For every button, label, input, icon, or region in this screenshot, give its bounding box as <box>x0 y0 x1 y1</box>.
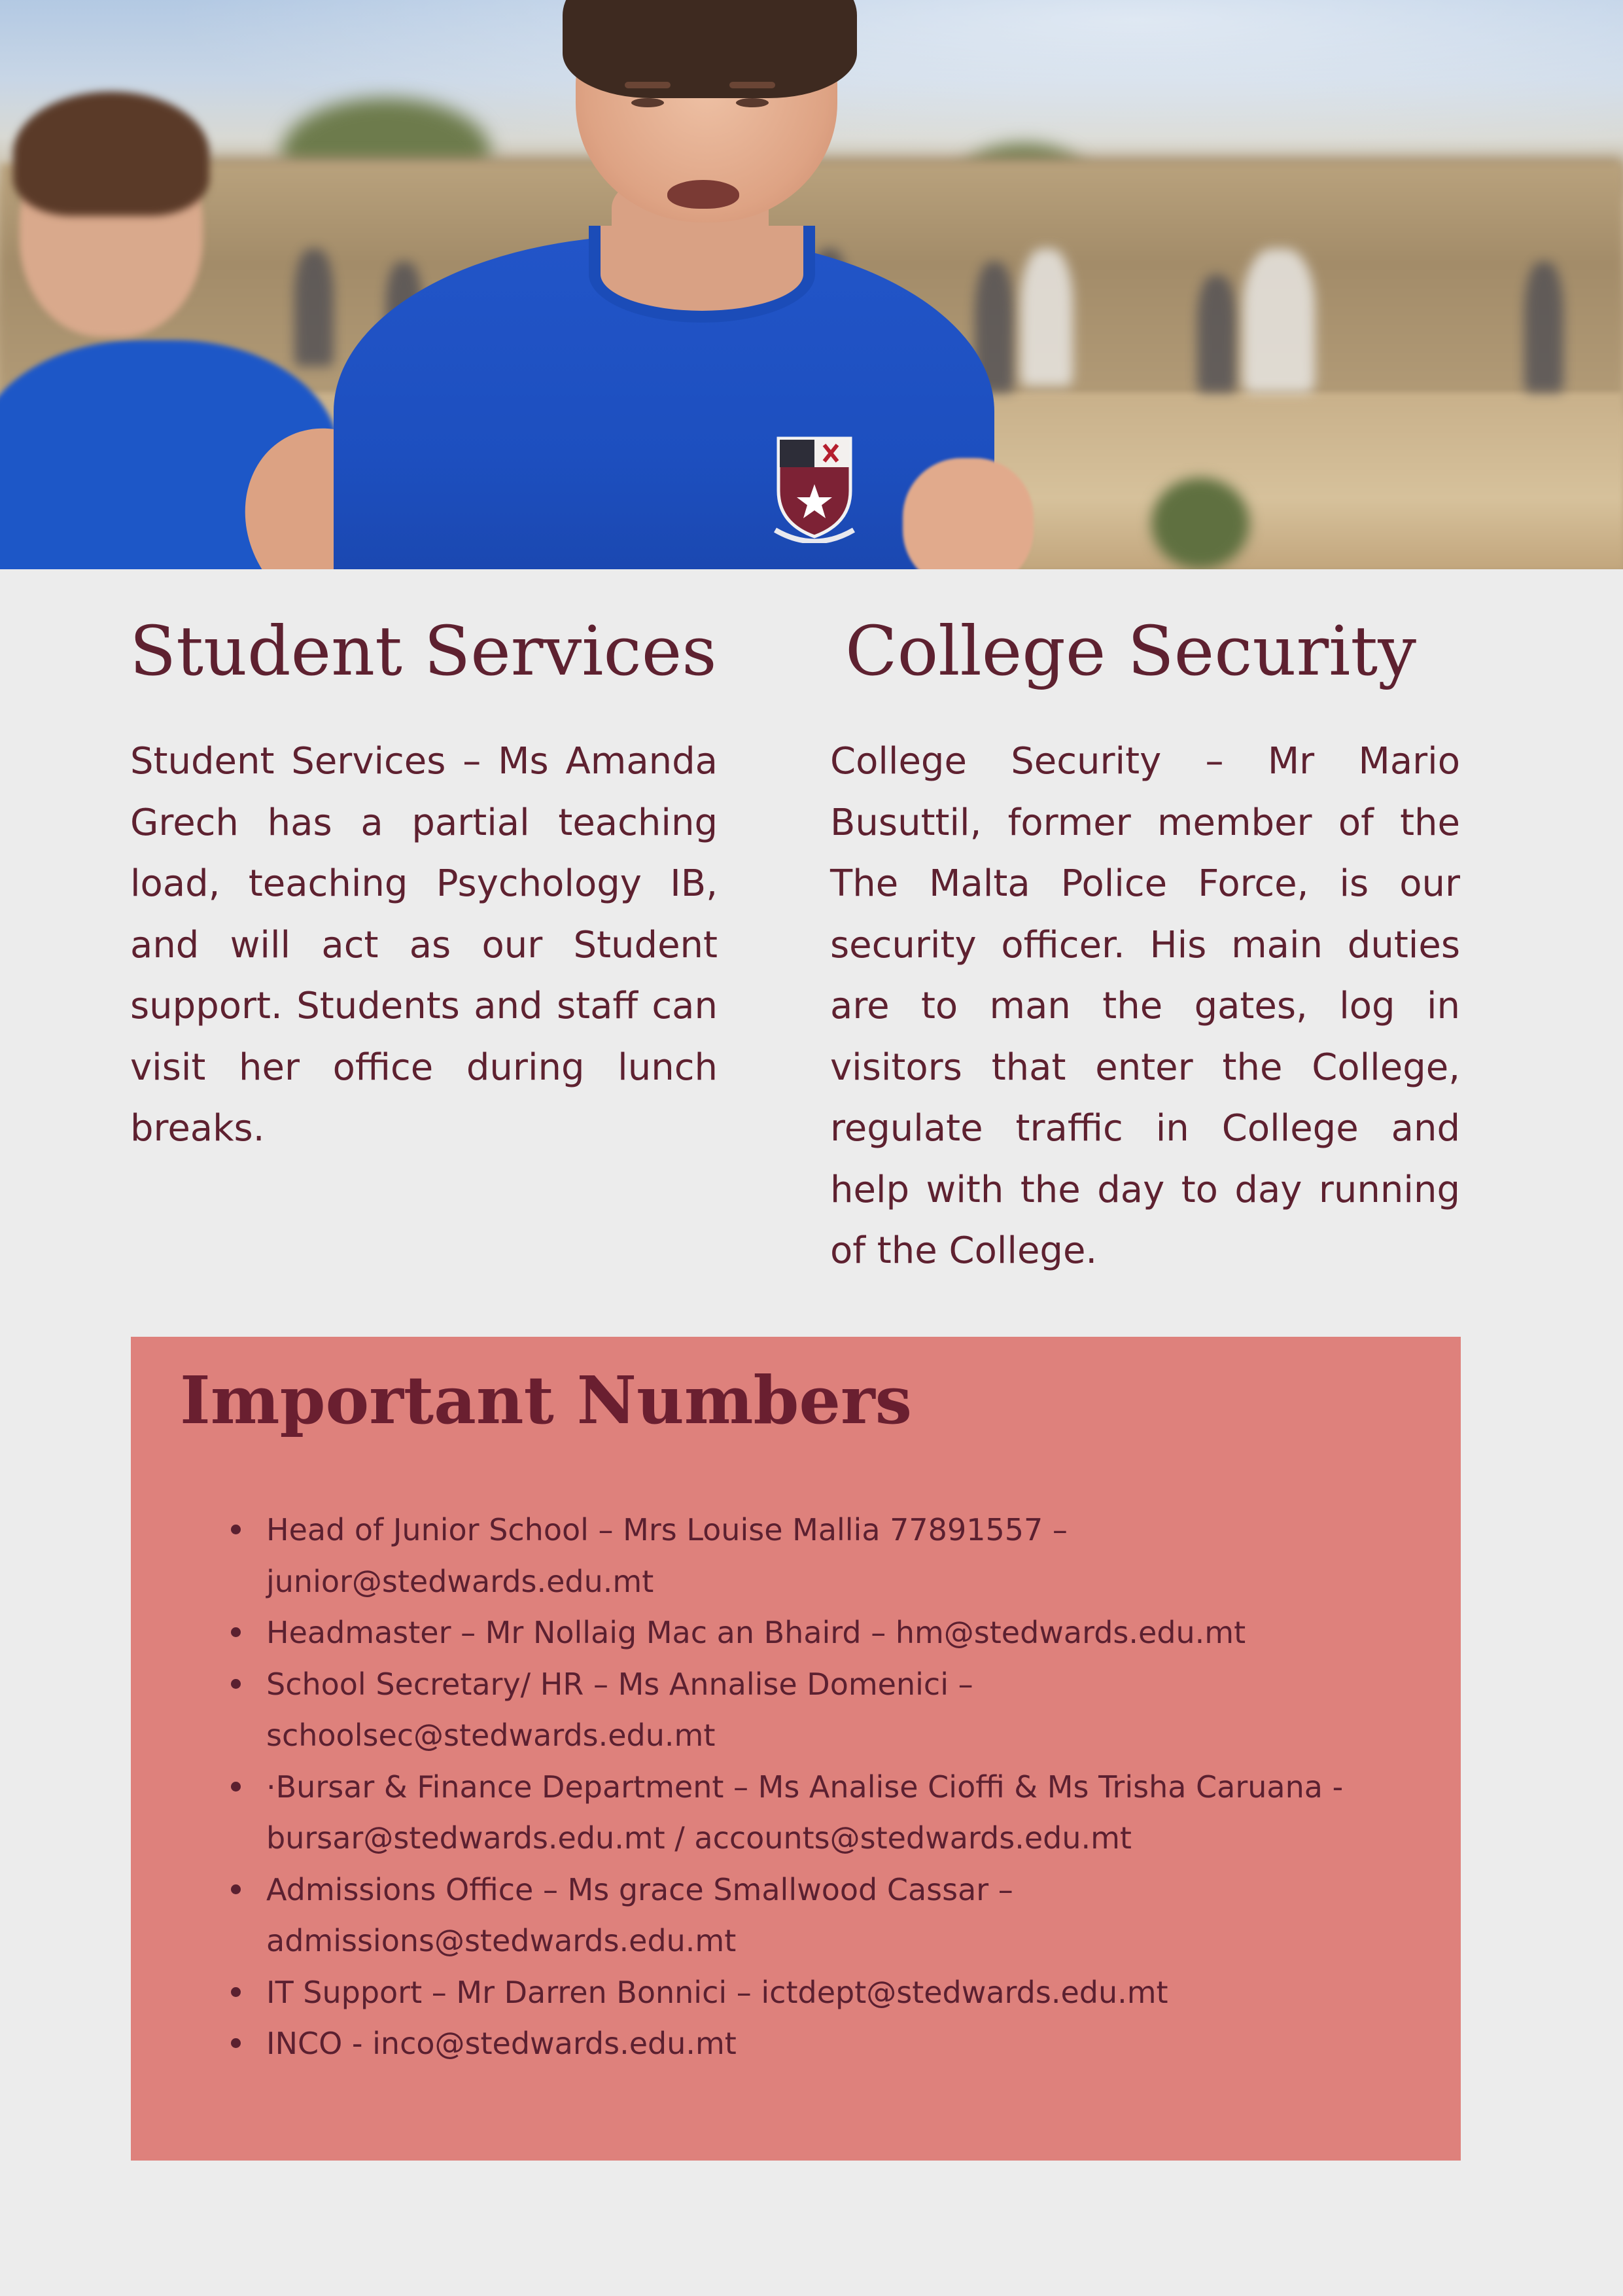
contact-text: Admissions Office – Ms grace Smallwood Cassar – admissions@stedwards.edu.mt <box>266 1871 1013 1958</box>
runner-hand <box>903 458 1034 569</box>
spectator <box>1021 249 1073 386</box>
bullet-icon <box>231 1627 241 1637</box>
bush <box>1151 478 1249 569</box>
list-item <box>266 1607 1431 1659</box>
list-item <box>266 1761 1431 1864</box>
list-item <box>266 2018 1431 2070</box>
bullet-icon <box>231 2038 241 2048</box>
contact-text: INCO - inco@stedwards.edu.mt <box>266 2026 737 2061</box>
runner-brow <box>729 82 775 88</box>
bullet-icon <box>231 1987 241 1997</box>
spectator <box>1243 249 1315 393</box>
runner-eye <box>631 98 664 107</box>
contact-text: School Secretary/ HR – Ms Annalise Domenici – schoolsec@stedwards.edu.mt <box>266 1666 973 1753</box>
list-item <box>266 1659 1431 1761</box>
spectator <box>294 249 334 366</box>
runner-brow <box>625 82 671 88</box>
bullet-icon <box>231 1884 241 1894</box>
list-item <box>266 1504 1431 1607</box>
runner-mouth <box>667 180 739 209</box>
runner-hair <box>563 0 857 98</box>
important-numbers-list <box>266 1504 1431 2070</box>
runner-left-hair <box>13 92 209 216</box>
spectator <box>1197 275 1236 393</box>
contact-text: Head of Junior School – Mrs Louise Mallia 77891557 – junior@stedwards.edu.mt <box>266 1512 1068 1599</box>
list-item <box>266 1967 1431 2019</box>
bullet-icon <box>231 1782 241 1792</box>
contact-text: ·Bursar & Finance Department – Ms Analise Cioffi & Ms Trisha Caruana -bursar@stedwards.edu.mt / accounts@stedwards.edu.mt <box>266 1769 1344 1856</box>
contact-text: IT Support – Mr Darren Bonnici – ictdept@stedwards.edu.mt <box>266 1974 1168 2010</box>
college-security-title: College Security <box>845 611 1416 691</box>
school-crest-icon <box>772 432 857 543</box>
student-services-body: Student Services – Ms Amanda Grech has a partial teaching load, teaching Psychology IB, and will act as our Student support. Students and staff can visit her office during lunch breaks. <box>130 740 718 1150</box>
list-item <box>266 1864 1431 1967</box>
bullet-icon <box>231 1679 241 1689</box>
bullet-icon <box>231 1525 241 1534</box>
contact-text: Headmaster – Mr Nollaig Mac an Bhaird – hm@stedwards.edu.mt <box>266 1615 1246 1650</box>
college-security-body: College Security – Mr Mario Busuttil, former member of the The Malta Police Force, is our security officer. His main duties are to man the gates, log in visitors that enter the College, regulate traffic in College and help with the day to day running of the College. <box>830 740 1460 1272</box>
runner-collar <box>589 226 815 323</box>
runner-eye <box>736 98 769 107</box>
hero-photo <box>0 0 1623 569</box>
student-services-title: Student Services <box>130 611 717 691</box>
important-numbers-title: Important Numbers <box>180 1362 913 1439</box>
spectator <box>1524 262 1563 393</box>
important-numbers-box <box>131 1337 1461 2161</box>
